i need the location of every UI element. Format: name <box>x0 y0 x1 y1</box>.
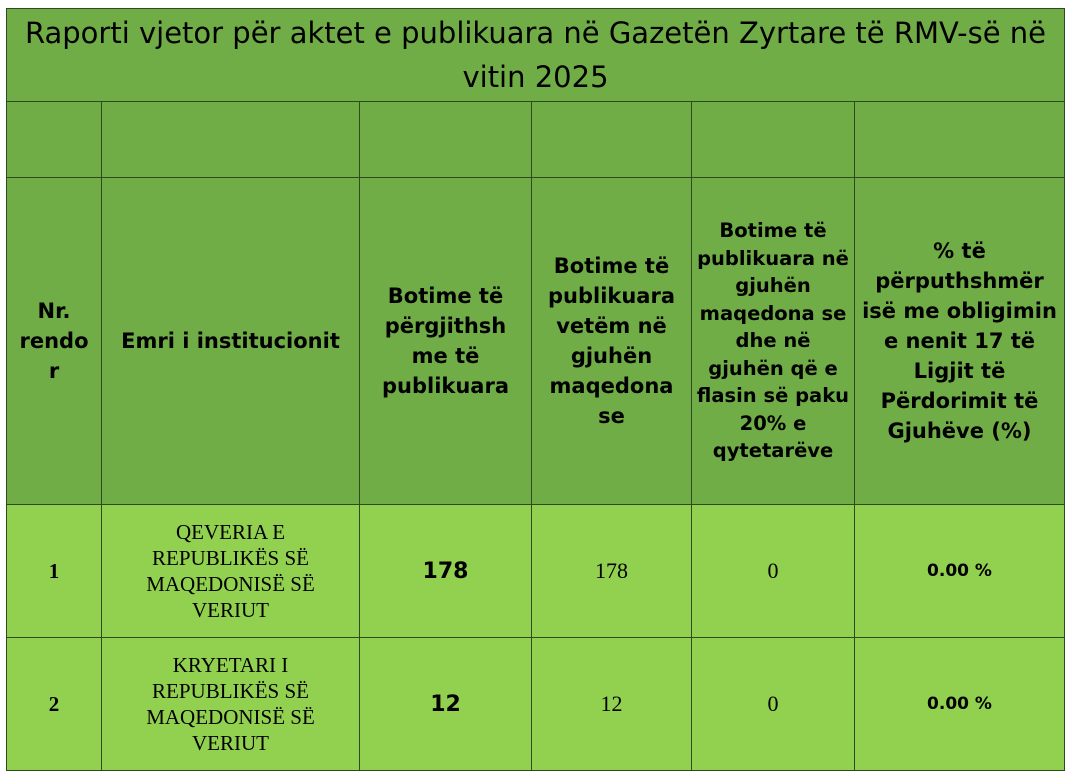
empty-cell <box>102 102 360 178</box>
empty-cell <box>692 102 855 178</box>
col-header-total: Botime të përgjithsh me të publikuara <box>360 178 532 505</box>
both-language-publications: 0 <box>692 505 855 638</box>
institution-name: KRYETARI I REPUBLIKËS SË MAQEDONISË SË VERIUT <box>102 638 360 771</box>
both-language-publications: 0 <box>692 638 855 771</box>
col-header-nr: Nr. rendo r <box>7 178 102 505</box>
compliance-percent: 0.00 % <box>855 505 1065 638</box>
institution-name: QEVERIA E REPUBLIKËS SË MAQEDONISË SË VERIUT <box>102 505 360 638</box>
report-title: Raporti vjetor për aktet e publikuara në Gazetën Zyrtare të RMV-së në vitin 2025 <box>7 9 1065 102</box>
title-row <box>7 9 1065 102</box>
annual-report-table <box>6 8 1065 771</box>
total-publications: 12 <box>360 638 532 771</box>
empty-cell <box>360 102 532 178</box>
compliance-percent: 0.00 % <box>855 638 1065 771</box>
row-number: 1 <box>7 505 102 638</box>
empty-cell <box>855 102 1065 178</box>
macedonian-only-publications: 12 <box>532 638 692 771</box>
col-header-compliance: % të përputhshmër isë me obligimin e nenit 17 të Ligjit të Përdorimit të Gjuhëve (%) <box>855 178 1065 505</box>
col-header-macedonian-only: Botime të publikuara vetëm në gjuhën maqedona se <box>532 178 692 505</box>
macedonian-only-publications: 178 <box>532 505 692 638</box>
row-number: 2 <box>7 638 102 771</box>
empty-cell <box>532 102 692 178</box>
total-publications: 178 <box>360 505 532 638</box>
table-row <box>7 638 1065 771</box>
empty-cell <box>7 102 102 178</box>
col-header-institution: Emri i institucionit <box>102 178 360 505</box>
table-row <box>7 505 1065 638</box>
col-header-both-languages: Botime të publikuara në gjuhën maqedona se dhe në gjuhën që e flasin së paku 20% e qytetarëve <box>692 178 855 505</box>
column-header-row <box>7 178 1065 505</box>
empty-row <box>7 102 1065 178</box>
